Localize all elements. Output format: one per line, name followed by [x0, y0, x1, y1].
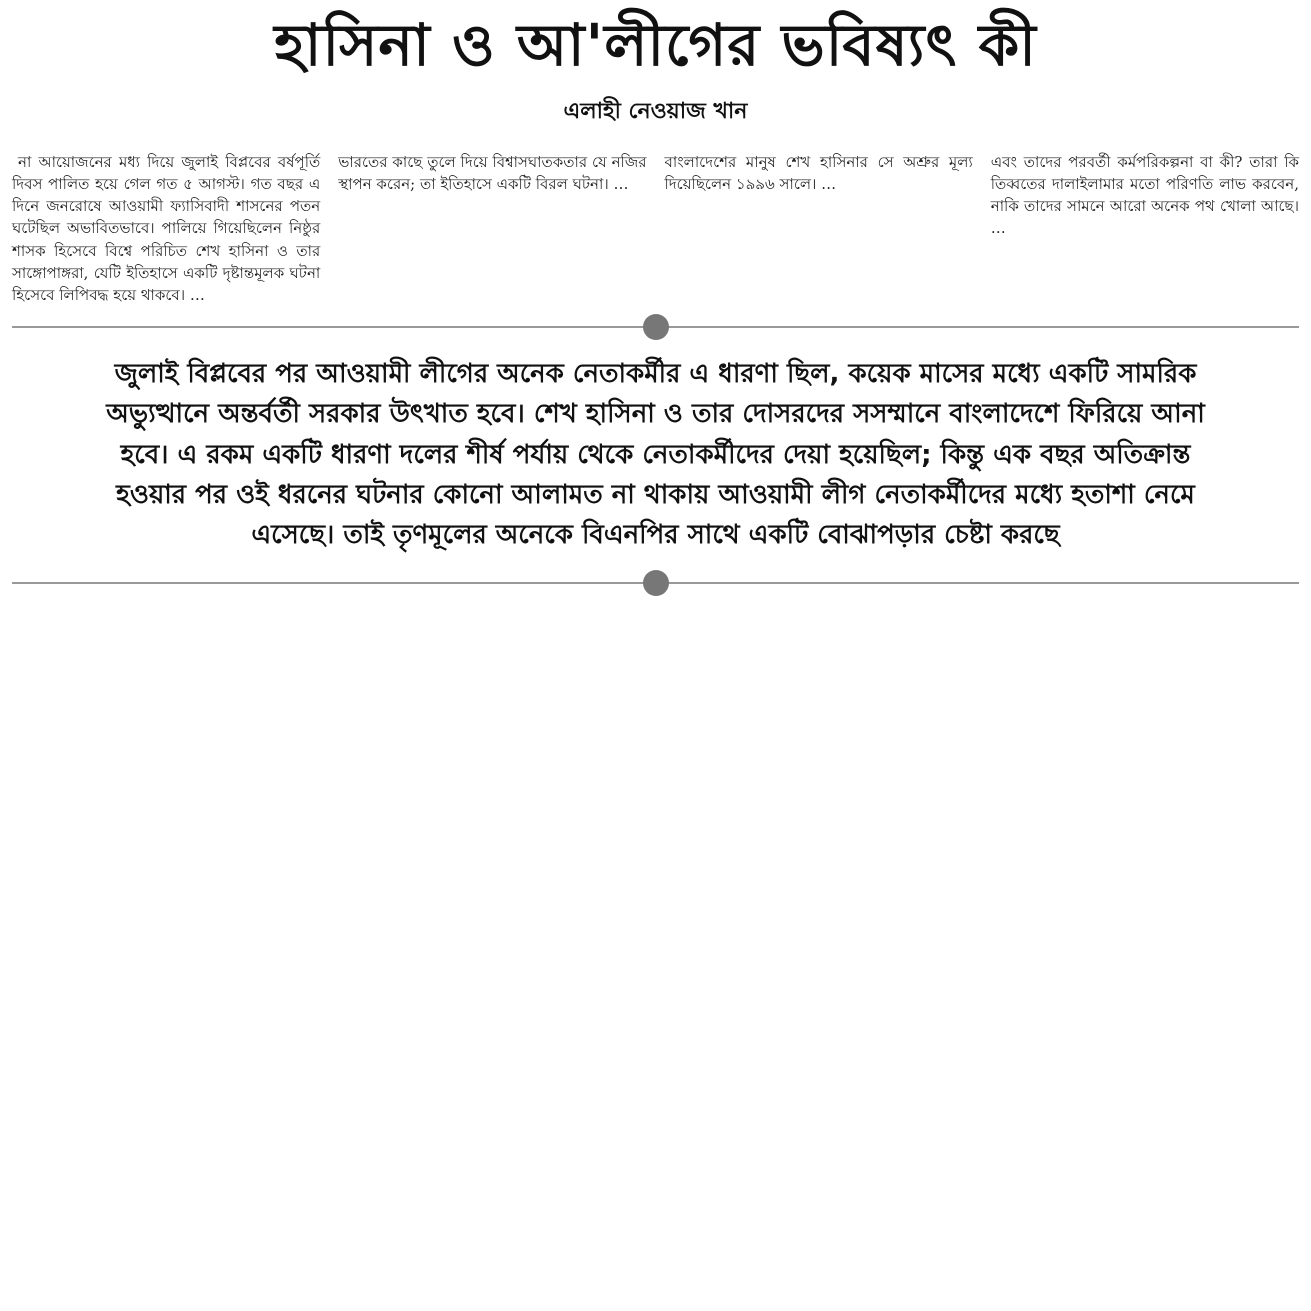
- article-text: বাংলাদেশের মানুষ শেখ হাসিনার সে অশ্রুর মূল্য দিয়েছিলেন ১৯৯৬ সালে। …: [664, 152, 973, 193]
- article-columns-top: [12, 151, 1299, 312]
- article-column-4: [991, 151, 1299, 312]
- article-text: না আয়োজনের মধ্য দিয়ে জুলাই বিপ্লবের বর্ষপূর্তি দিবস পালিত হয়ে গেল গত ৫ আগস্ট। গত বছর এ দিনে জনরোষে আওয়ামী ফ্যাসিবাদী শাসনের পতন ঘটেছিল অভাবিতভাবে। পালিয়ে গিয়েছিলেন নিষ্ঠুর শাসক হিসেবে বিশ্বে পরিচিত শেখ হাসিনা ও তার সাঙ্গোপাঙ্গরা, যেটি ইতিহাসে একটি দৃষ্টান্তমূলক ঘটনা হিসেবে লিপিবদ্ধ হয়ে থাকবে। …: [12, 152, 321, 304]
- divider-dot: [643, 314, 669, 340]
- article-text: ভারতের কাছে তুলে দিয়ে বিশ্বাসঘাতকতার যে নজির স্থাপন করেন; তা ইতিহাসে একটি বিরল ঘটনা। …: [338, 152, 647, 193]
- article-text: এবং তাদের পরবর্তী কর্মপরিকল্পনা বা কী? তারা কি তিব্বতের দালাইলামার মতো পরিণতি লাভ করবেন, নাকি তাদের সামনে আরো অনেক পথ খোলা আছে। …: [990, 152, 1299, 238]
- divider-dot: [643, 570, 669, 596]
- article-column-2: [338, 151, 646, 312]
- pull-quote-text: জুলাই বিপ্লবের পর আওয়ামী লীগের অনেক নেতাকর্মীর এ ধারণা ছিল, কয়েক মাসের মধ্যে একটি সামরিক অভ্যুত্থানে অন্তর্বর্তী সরকার উৎখাত হবে। শেখ হাসিনা ও তার দোসরদের সসম্মানে বাংলাদেশে ফিরিয়ে আনা হবে। এ রকম একটি ধারণা দলের শীর্ষ পর্যায় থেকে নেতাকর্মীদের দেয়া হয়েছিল; কিন্তু এক বছর অতিক্রান্ত হওয়ার পর ওই ধরনের ঘটনার কোনো আলামত না থাকায় আওয়ামী লীগ নেতাকর্মীদের মধ্যে হতাশা নেমে এসেছে। তাই তৃণমূলের অনেকে বিএনপির সাথে একটি বোঝাপড়ার চেষ্টা করছে: [106, 359, 1205, 551]
- article-column-3: [665, 151, 973, 312]
- headline: হাসিনা ও আ'লীগের ভবিষ্যৎ কী: [274, 11, 1037, 79]
- article-column-1: [12, 151, 320, 312]
- pull-quote: [12, 326, 1299, 583]
- byline: এলাহী নেওয়াজ খান: [563, 98, 748, 124]
